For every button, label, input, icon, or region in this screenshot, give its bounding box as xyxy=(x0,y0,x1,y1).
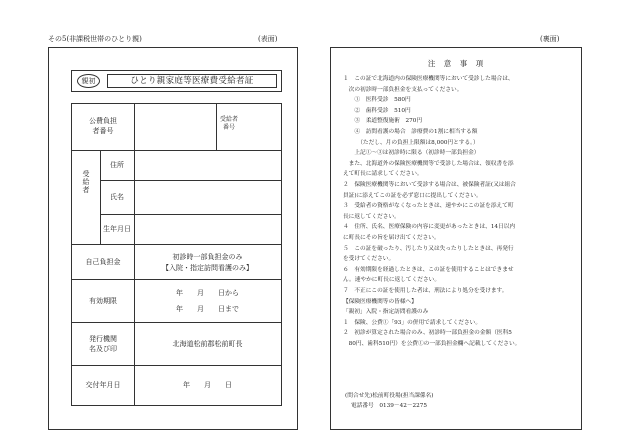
notice-title: 注 意 事 項 xyxy=(427,59,487,68)
notice-line: 【保険医療機関等の皆様へ】 xyxy=(343,298,417,305)
notice-line: 員証)に添えてこの証を必ず窓口に提出してください。 xyxy=(343,192,482,199)
birth-label: 生年月日 xyxy=(103,225,131,233)
issuer-label: 発行機関 名及び印 xyxy=(89,335,117,353)
notice-line: に町長にその旨を届け出てください。 xyxy=(343,235,440,241)
notice-line: ６ 有効期限を経過したときは、この証を使用することはできませ xyxy=(343,266,514,273)
contact-line1: (問合せ先)松前町役場(担当課係名) xyxy=(345,393,434,399)
validity-from: 年 月 日から xyxy=(176,289,239,297)
notice-line: を受けてください。 xyxy=(343,256,395,263)
validity-to: 年 月 日まで xyxy=(176,305,239,313)
notice-line: 次の初診時一部負担金を支払ってください。 xyxy=(343,86,463,93)
notice-line: （ただし、月の負担上限額は8,000円とする。） xyxy=(343,139,479,146)
notice-line: ④ 訪問看護の場合 診療費の1割に相当する額 xyxy=(343,129,478,135)
notice-line: えて町長に請求してください。 xyxy=(343,171,423,178)
title-box xyxy=(71,70,282,92)
issue-date-value: 年 月 日 xyxy=(183,381,232,389)
payer-number-label: 公費負担 者番号 xyxy=(89,117,117,135)
stamp-circle: 親初 xyxy=(77,74,100,88)
address-label: 住所 xyxy=(110,161,124,169)
card-front xyxy=(48,47,298,430)
back-label: (裏面) xyxy=(540,35,560,43)
notice-line: ん。速やかに町長に返してください。 xyxy=(343,277,441,284)
notice-line: ２ 初診が算定された場合のみ、初診時一部負担金の金額（医科5 xyxy=(343,330,512,337)
recipient-label: 受給者 xyxy=(82,170,90,194)
notice-line: 80円、歯科510円）を公費①の一部負担金欄へ記載してください。 xyxy=(343,341,521,347)
form-grid xyxy=(71,103,282,406)
form-label: その5(非課税世帯のひとり親) xyxy=(48,35,142,43)
notice-line: 長に返してください。 xyxy=(343,213,400,220)
notice-line: ４ 住所、氏名、医療保険の内容に変更があったときは、14日以内 xyxy=(343,224,516,231)
recipient-number-label: 受給者 番号 xyxy=(219,116,238,131)
front-label: (表面) xyxy=(258,35,278,43)
issue-date-label: 交付年月日 xyxy=(85,381,121,389)
notice-line: 「親初」入院・指定訪問看護のみ xyxy=(343,309,429,316)
notice-line: ５ この証を破ったり、汚したり又は失ったりしたときは、再発行 xyxy=(343,245,514,252)
copay-label: 自己負担金 xyxy=(85,258,121,266)
copay-line2: 【入院・指定訪問看護のみ】 xyxy=(162,264,253,272)
issuer-value: 北海道松前郡松前町長 xyxy=(172,340,243,348)
notice-line: 上記①～③は初診時に限る（初診時一部負担金） xyxy=(343,150,480,157)
notice-line: ３ 受給者の資格がなくなったときは、速やかにこの証を添えて町 xyxy=(343,203,514,210)
notice-line: １ この証で北海道内の保険医療機関等において受診した場合は、 xyxy=(343,76,514,82)
card-title: ひとり親家庭等医療費受給者証 xyxy=(107,74,277,88)
card-back xyxy=(330,47,582,430)
notice-line: ① 医科受診 580円 xyxy=(343,97,411,104)
notice-line: ③ 柔道整復施術 270円 xyxy=(343,118,423,125)
contact-line2: 電話番号 0139－42－2275 xyxy=(351,403,427,409)
name-label: 氏名 xyxy=(110,193,124,201)
notice-line: ７ 不正にこの証を使用した者は、刑法により処分を受けます。 xyxy=(343,288,508,294)
notice-line: ② 歯科受診 510円 xyxy=(343,107,411,114)
notice-line: １ 保険、公費①「93」の併用で請求してください。 xyxy=(343,319,482,326)
copay-line1: 初診時一部負担金のみ xyxy=(172,253,243,261)
notice-line: また、北海道外の保険医療機関等で受診した場合は、領収書を添 xyxy=(343,160,514,167)
validity-label: 有効期限 xyxy=(89,297,117,305)
notice-line: ２ 保険医療機関等において受診する場合は、被保険者証(又は組合 xyxy=(343,182,516,188)
